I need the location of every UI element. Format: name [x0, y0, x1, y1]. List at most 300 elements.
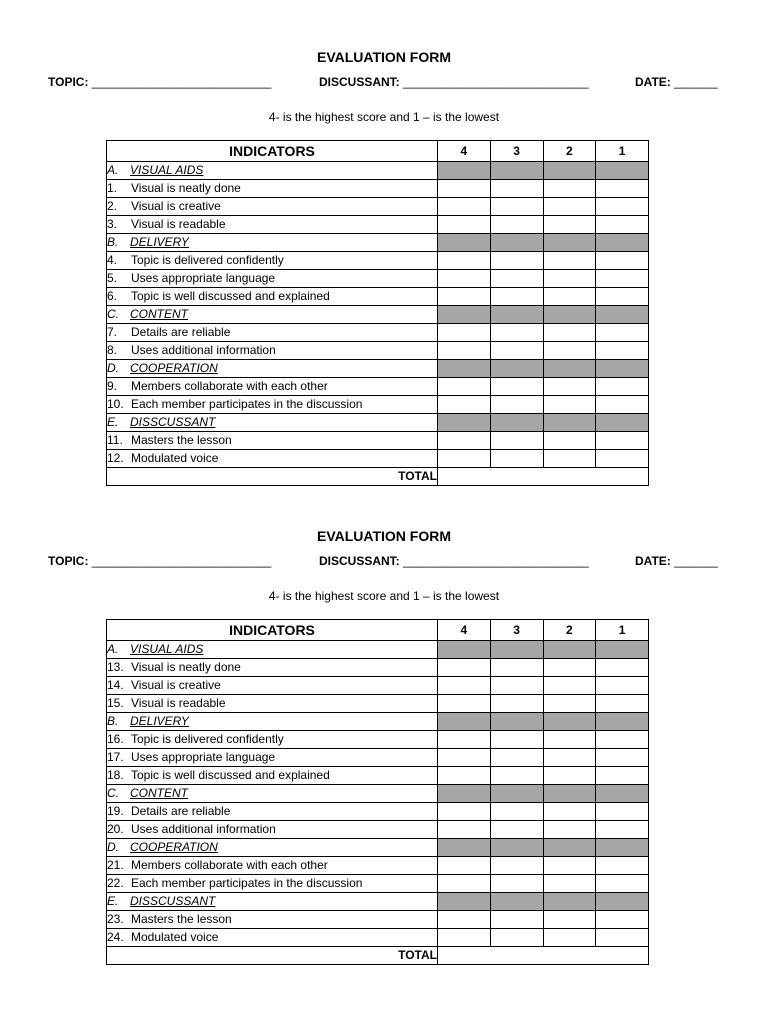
indicator-label: [107, 749, 438, 767]
indicator-label: [107, 270, 438, 288]
indicator-text: Masters the lesson: [131, 912, 232, 926]
score-cell-3[interactable]: [490, 803, 543, 821]
indicator-text: Masters the lesson: [131, 433, 232, 447]
score-cell-2[interactable]: [543, 180, 596, 198]
total-score-cell[interactable]: [438, 468, 649, 486]
category-shaded-cell: [543, 162, 596, 180]
topic-blank[interactable]: _____________________________: [91, 75, 271, 89]
category-row: [107, 414, 649, 432]
indicator-text: Uses additional information: [131, 343, 276, 357]
discussant-field[interactable]: [319, 554, 588, 568]
category-shaded-cell: [490, 641, 543, 659]
indicator-number: 7.: [107, 325, 118, 339]
category-row: [107, 162, 649, 180]
score-cell-1[interactable]: [596, 821, 649, 839]
indicator-row: [107, 857, 649, 875]
score-cell-3[interactable]: [490, 342, 543, 360]
score-cell-1[interactable]: [596, 396, 649, 414]
category-letter: A.: [107, 642, 119, 656]
category-row: [107, 839, 649, 857]
indicator-row: [107, 911, 649, 929]
score-cell-4[interactable]: [438, 731, 491, 749]
score-cell-2[interactable]: [543, 432, 596, 450]
indicator-row: [107, 677, 649, 695]
indicator-row: [107, 803, 649, 821]
date-field[interactable]: [635, 554, 717, 568]
score-cell-1[interactable]: [596, 803, 649, 821]
score-cell-4[interactable]: [438, 749, 491, 767]
score-cell-4[interactable]: [438, 342, 491, 360]
date-blank[interactable]: _______: [674, 554, 718, 568]
score-cell-2[interactable]: [543, 252, 596, 270]
category-shaded-cell: [438, 713, 491, 731]
indicator-label: [107, 450, 438, 468]
indicator-text: Members collaborate with each other: [131, 858, 328, 872]
category-shaded-cell: [490, 162, 543, 180]
indicator-label: [107, 857, 438, 875]
category-shaded-cell: [438, 785, 491, 803]
score-cell-4[interactable]: [438, 270, 491, 288]
indicator-number: 4.: [107, 253, 118, 267]
total-row: [107, 947, 649, 965]
indicator-text: Modulated voice: [131, 451, 219, 465]
topic-field[interactable]: [48, 554, 271, 568]
score-header-2: 2: [543, 141, 596, 162]
score-cell-1[interactable]: [596, 378, 649, 396]
indicators-header: INDICATORS: [107, 141, 438, 162]
indicator-number: 14.: [107, 678, 124, 692]
form-title: EVALUATION FORM: [316, 49, 452, 65]
score-cell-3[interactable]: [490, 432, 543, 450]
form-meta-line: [0, 75, 768, 93]
score-cell-2[interactable]: [543, 378, 596, 396]
score-header-2: 2: [543, 620, 596, 641]
score-cell-1[interactable]: [596, 875, 649, 893]
category-shaded-cell: [438, 360, 491, 378]
category-shaded-cell: [490, 785, 543, 803]
category-shaded-cell: [438, 306, 491, 324]
score-cell-1[interactable]: [596, 677, 649, 695]
score-header-1: 1: [596, 620, 649, 641]
indicator-label: [107, 695, 438, 713]
indicator-number: 8.: [107, 343, 118, 357]
category-shaded-cell: [490, 360, 543, 378]
score-cell-2[interactable]: [543, 695, 596, 713]
indicator-row: [107, 875, 649, 893]
indicator-text: Topic is well discussed and explained: [131, 768, 330, 782]
score-cell-4[interactable]: [438, 216, 491, 234]
evaluation-table: [106, 140, 649, 486]
category-row: [107, 893, 649, 911]
score-cell-4[interactable]: [438, 324, 491, 342]
score-cell-4[interactable]: [438, 911, 491, 929]
score-cell-4[interactable]: [438, 180, 491, 198]
category-shaded-cell: [596, 839, 649, 857]
indicator-label: [107, 378, 438, 396]
score-cell-2[interactable]: [543, 396, 596, 414]
category-shaded-cell: [543, 414, 596, 432]
total-label: TOTAL: [107, 468, 438, 486]
category-shaded-cell: [438, 162, 491, 180]
score-cell-3[interactable]: [490, 659, 543, 677]
discussant-field[interactable]: [319, 75, 588, 89]
score-header-3: 3: [490, 620, 543, 641]
score-cell-1[interactable]: [596, 324, 649, 342]
score-cell-1[interactable]: [596, 180, 649, 198]
category-row: [107, 306, 649, 324]
score-cell-2[interactable]: [543, 677, 596, 695]
indicator-label: [107, 396, 438, 414]
date-label: DATE:: [635, 554, 671, 568]
score-cell-1[interactable]: [596, 432, 649, 450]
indicator-row: [107, 432, 649, 450]
indicator-row: [107, 731, 649, 749]
discussant-blank[interactable]: ______________________________: [403, 75, 589, 89]
category-shaded-cell: [438, 234, 491, 252]
score-cell-1[interactable]: [596, 450, 649, 468]
category-shaded-cell: [490, 234, 543, 252]
category-name: DELIVERY: [130, 714, 189, 728]
score-cell-2[interactable]: [543, 288, 596, 306]
category-shaded-cell: [543, 234, 596, 252]
score-cell-4[interactable]: [438, 288, 491, 306]
score-cell-4[interactable]: [438, 857, 491, 875]
indicator-label: [107, 342, 438, 360]
indicator-row: [107, 252, 649, 270]
indicator-row: [107, 342, 649, 360]
score-cell-4[interactable]: [438, 659, 491, 677]
score-cell-4[interactable]: [438, 198, 491, 216]
indicator-row: [107, 396, 649, 414]
indicators-header: INDICATORS: [107, 620, 438, 641]
category-shaded-cell: [438, 641, 491, 659]
category-letter: E.: [107, 894, 119, 908]
indicator-number: 24.: [107, 930, 124, 944]
indicator-number: 19.: [107, 804, 124, 818]
indicator-label: [107, 821, 438, 839]
category-row: [107, 641, 649, 659]
category-shaded-cell: [543, 785, 596, 803]
category-name: COOPERATION: [130, 840, 218, 854]
score-cell-1[interactable]: [596, 288, 649, 306]
score-cell-1[interactable]: [596, 731, 649, 749]
category-label: [107, 414, 438, 432]
indicator-number: 15.: [107, 696, 124, 710]
score-cell-3[interactable]: [490, 749, 543, 767]
indicator-number: 12.: [107, 451, 124, 465]
score-cell-1[interactable]: [596, 857, 649, 875]
category-name: CONTENT: [130, 786, 188, 800]
score-cell-3[interactable]: [490, 911, 543, 929]
indicator-number: 1.: [107, 181, 118, 195]
score-cell-2[interactable]: [543, 216, 596, 234]
category-letter: B.: [107, 235, 119, 249]
category-shaded-cell: [596, 234, 649, 252]
indicator-label: [107, 731, 438, 749]
score-header-4: 4: [438, 620, 491, 641]
score-cell-4[interactable]: [438, 803, 491, 821]
category-shaded-cell: [596, 893, 649, 911]
indicator-text: Details are reliable: [131, 804, 231, 818]
indicator-number: 17.: [107, 750, 124, 764]
score-cell-3[interactable]: [490, 677, 543, 695]
category-letter: D.: [107, 361, 119, 375]
indicator-label: [107, 911, 438, 929]
discussant-label: DISCUSSANT:: [319, 75, 400, 89]
score-cell-2[interactable]: [543, 450, 596, 468]
score-cell-3[interactable]: [490, 378, 543, 396]
indicator-row: [107, 198, 649, 216]
indicator-row: [107, 659, 649, 677]
score-cell-2[interactable]: [543, 731, 596, 749]
score-cell-2[interactable]: [543, 803, 596, 821]
category-shaded-cell: [543, 893, 596, 911]
category-shaded-cell: [596, 785, 649, 803]
score-cell-1[interactable]: [596, 749, 649, 767]
indicator-number: 13.: [107, 660, 124, 674]
score-cell-4[interactable]: [438, 821, 491, 839]
score-cell-3[interactable]: [490, 180, 543, 198]
total-score-cell[interactable]: [438, 947, 649, 965]
score-cell-3[interactable]: [490, 929, 543, 947]
score-cell-2[interactable]: [543, 857, 596, 875]
category-shaded-cell: [543, 713, 596, 731]
indicator-number: 9.: [107, 379, 118, 393]
indicator-text: Each member participates in the discussion: [131, 876, 363, 890]
score-cell-3[interactable]: [490, 252, 543, 270]
category-letter: D.: [107, 840, 119, 854]
date-blank[interactable]: _______: [674, 75, 718, 89]
score-cell-2[interactable]: [543, 198, 596, 216]
indicator-text: Topic is delivered confidently: [131, 253, 284, 267]
indicator-text: Uses appropriate language: [131, 750, 276, 764]
indicator-label: [107, 324, 438, 342]
category-letter: E.: [107, 415, 119, 429]
score-cell-3[interactable]: [490, 695, 543, 713]
category-row: [107, 360, 649, 378]
score-cell-3[interactable]: [490, 767, 543, 785]
indicator-row: [107, 450, 649, 468]
category-row: [107, 713, 649, 731]
category-shaded-cell: [596, 162, 649, 180]
score-cell-4[interactable]: [438, 432, 491, 450]
score-cell-4[interactable]: [438, 695, 491, 713]
score-cell-1[interactable]: [596, 659, 649, 677]
score-cell-3[interactable]: [490, 875, 543, 893]
topic-field[interactable]: [48, 75, 271, 89]
category-name: COOPERATION: [130, 361, 218, 375]
form-title: EVALUATION FORM: [316, 528, 452, 544]
category-shaded-cell: [438, 414, 491, 432]
score-cell-3[interactable]: [490, 216, 543, 234]
category-shaded-cell: [490, 893, 543, 911]
score-cell-1[interactable]: [596, 767, 649, 785]
indicator-text: Visual is creative: [131, 678, 221, 692]
score-cell-4[interactable]: [438, 450, 491, 468]
score-cell-3[interactable]: [490, 857, 543, 875]
score-cell-1[interactable]: [596, 911, 649, 929]
indicator-label: [107, 803, 438, 821]
category-shaded-cell: [596, 306, 649, 324]
score-cell-2[interactable]: [543, 911, 596, 929]
score-cell-2[interactable]: [543, 324, 596, 342]
score-cell-4[interactable]: [438, 252, 491, 270]
category-name: CONTENT: [130, 307, 188, 321]
indicator-number: 23.: [107, 912, 124, 926]
score-cell-3[interactable]: [490, 396, 543, 414]
score-cell-1[interactable]: [596, 929, 649, 947]
score-cell-4[interactable]: [438, 767, 491, 785]
score-header-1: 1: [596, 141, 649, 162]
category-label: [107, 162, 438, 180]
category-letter: C.: [107, 307, 119, 321]
date-label: DATE:: [635, 75, 671, 89]
category-shaded-cell: [490, 713, 543, 731]
indicator-number: 10.: [107, 397, 124, 411]
indicator-label: [107, 929, 438, 947]
category-letter: A.: [107, 163, 119, 177]
table-header-row: [107, 620, 649, 641]
score-cell-4[interactable]: [438, 396, 491, 414]
indicator-row: [107, 324, 649, 342]
indicator-row: [107, 695, 649, 713]
indicator-number: 3.: [107, 217, 118, 231]
category-shaded-cell: [543, 641, 596, 659]
total-row: [107, 468, 649, 486]
indicator-row: [107, 821, 649, 839]
score-cell-3[interactable]: [490, 198, 543, 216]
indicator-row: [107, 216, 649, 234]
category-row: [107, 785, 649, 803]
topic-label: TOPIC:: [48, 554, 89, 568]
indicator-row: [107, 180, 649, 198]
score-cell-2[interactable]: [543, 821, 596, 839]
score-cell-3[interactable]: [490, 731, 543, 749]
score-cell-1[interactable]: [596, 198, 649, 216]
indicator-row: [107, 270, 649, 288]
indicator-text: Topic is delivered confidently: [131, 732, 284, 746]
score-cell-3[interactable]: [490, 324, 543, 342]
indicator-text: Each member participates in the discussion: [131, 397, 363, 411]
score-cell-2[interactable]: [543, 929, 596, 947]
form-meta-line: [0, 554, 768, 572]
category-shaded-cell: [438, 893, 491, 911]
indicator-number: 22.: [107, 876, 124, 890]
score-cell-2[interactable]: [543, 767, 596, 785]
topic-label: TOPIC:: [48, 75, 89, 89]
indicator-number: 6.: [107, 289, 118, 303]
indicator-text: Uses additional information: [131, 822, 276, 836]
category-shaded-cell: [490, 306, 543, 324]
indicator-text: Visual is creative: [131, 199, 221, 213]
category-label: [107, 360, 438, 378]
indicator-label: [107, 875, 438, 893]
table-header-row: [107, 141, 649, 162]
category-label: [107, 785, 438, 803]
discussant-blank[interactable]: ______________________________: [403, 554, 589, 568]
indicator-label: [107, 432, 438, 450]
total-label: TOTAL: [107, 947, 438, 965]
indicator-text: Modulated voice: [131, 930, 219, 944]
category-shaded-cell: [596, 713, 649, 731]
category-shaded-cell: [596, 641, 649, 659]
category-letter: C.: [107, 786, 119, 800]
score-cell-1[interactable]: [596, 216, 649, 234]
score-cell-1[interactable]: [596, 270, 649, 288]
score-cell-1[interactable]: [596, 252, 649, 270]
indicator-label: [107, 767, 438, 785]
category-label: [107, 839, 438, 857]
score-cell-2[interactable]: [543, 659, 596, 677]
evaluation-table: [106, 619, 649, 965]
indicator-row: [107, 749, 649, 767]
score-cell-3[interactable]: [490, 270, 543, 288]
category-name: VISUAL AIDS: [130, 642, 204, 656]
indicator-label: [107, 659, 438, 677]
category-shaded-cell: [438, 839, 491, 857]
category-name: VISUAL AIDS: [130, 163, 204, 177]
score-cell-1[interactable]: [596, 695, 649, 713]
indicator-row: [107, 288, 649, 306]
indicator-number: 20.: [107, 822, 124, 836]
score-cell-4[interactable]: [438, 378, 491, 396]
score-cell-4[interactable]: [438, 875, 491, 893]
score-header-3: 3: [490, 141, 543, 162]
score-cell-2[interactable]: [543, 270, 596, 288]
category-shaded-cell: [543, 839, 596, 857]
score-cell-1[interactable]: [596, 342, 649, 360]
indicator-text: Visual is neatly done: [131, 181, 241, 195]
indicator-number: 5.: [107, 271, 118, 285]
indicator-label: [107, 216, 438, 234]
score-cell-2[interactable]: [543, 342, 596, 360]
indicator-number: 18.: [107, 768, 124, 782]
score-cell-3[interactable]: [490, 288, 543, 306]
score-cell-3[interactable]: [490, 450, 543, 468]
category-shaded-cell: [490, 414, 543, 432]
category-name: DELIVERY: [130, 235, 189, 249]
indicator-row: [107, 929, 649, 947]
date-field[interactable]: [635, 75, 717, 89]
indicator-number: 16.: [107, 732, 124, 746]
indicator-text: Visual is neatly done: [131, 660, 241, 674]
score-cell-2[interactable]: [543, 875, 596, 893]
scoring-instruction: 4- is the highest score and 1 – is the lowest: [268, 589, 500, 603]
category-shaded-cell: [543, 360, 596, 378]
category-letter: B.: [107, 714, 119, 728]
score-cell-3[interactable]: [490, 821, 543, 839]
category-label: [107, 234, 438, 252]
indicator-number: 2.: [107, 199, 118, 213]
score-cell-2[interactable]: [543, 749, 596, 767]
indicator-text: Visual is readable: [131, 696, 226, 710]
indicator-text: Members collaborate with each other: [131, 379, 328, 393]
score-cell-4[interactable]: [438, 677, 491, 695]
indicator-number: 21.: [107, 858, 124, 872]
indicator-label: [107, 180, 438, 198]
category-shaded-cell: [596, 414, 649, 432]
score-header-4: 4: [438, 141, 491, 162]
category-name: DISSCUSSANT: [130, 894, 216, 908]
indicator-label: [107, 677, 438, 695]
indicator-text: Topic is well discussed and explained: [131, 289, 330, 303]
score-cell-4[interactable]: [438, 929, 491, 947]
topic-blank[interactable]: _____________________________: [91, 554, 271, 568]
indicator-row: [107, 378, 649, 396]
indicator-label: [107, 198, 438, 216]
category-shaded-cell: [596, 360, 649, 378]
indicator-text: Visual is readable: [131, 217, 226, 231]
